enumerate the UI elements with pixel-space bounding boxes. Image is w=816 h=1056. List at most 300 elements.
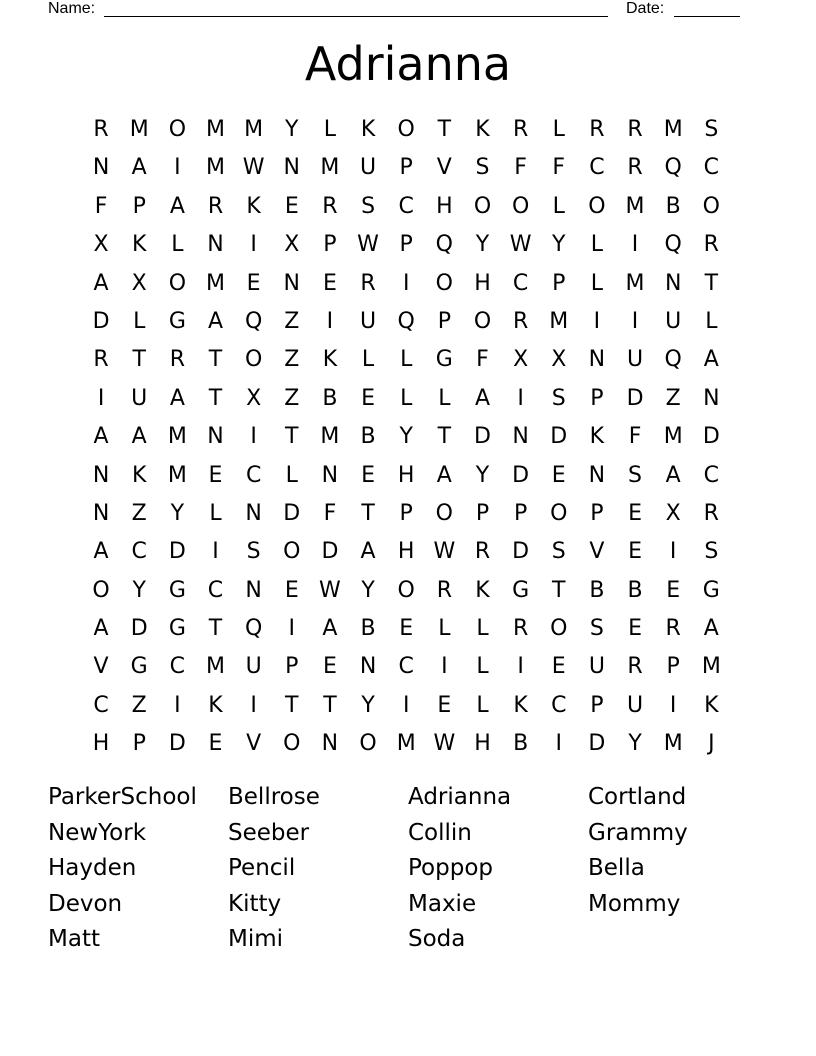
grid-letter: Q — [435, 232, 453, 258]
grid-letter: F — [552, 155, 566, 181]
grid-letter: I — [250, 232, 257, 258]
grid-letter: D — [283, 500, 301, 526]
grid-letter: E — [284, 193, 299, 219]
grid-letter: N — [588, 347, 606, 373]
grid-letter: M — [244, 117, 264, 142]
grid-letter: O — [283, 731, 301, 757]
grid-letter: L — [361, 347, 375, 373]
grid-letter: E — [361, 462, 375, 488]
grid-letter: L — [209, 500, 222, 526]
grid-letter: K — [246, 193, 261, 219]
grid-letter: O — [92, 577, 110, 603]
grid-letter: P — [475, 500, 490, 526]
grid-letter: S — [704, 117, 719, 142]
grid-letter: O — [473, 193, 492, 219]
grid-letter: R — [322, 193, 338, 219]
grid-letter: I — [250, 692, 257, 718]
grid-letter: G — [130, 654, 148, 680]
grid-letter: T — [132, 347, 146, 373]
grid-letter: S — [551, 539, 566, 565]
grid-letter: S — [628, 462, 643, 488]
grid-letter: C — [169, 654, 186, 680]
grid-letter: N — [92, 155, 110, 181]
grid-letter: I — [631, 232, 639, 258]
grid-letter: E — [322, 654, 337, 680]
grid-letter: U — [360, 155, 377, 181]
grid-letter: D — [168, 731, 186, 757]
grid-letter: G — [168, 308, 186, 334]
grid-letter: Z — [131, 500, 147, 526]
grid-letter: L — [590, 270, 604, 296]
grid-letter: I — [288, 616, 296, 642]
grid-letter: K — [704, 692, 719, 718]
grid-letter: N — [588, 462, 606, 488]
word-list-item: Seeber — [228, 819, 310, 846]
grid-letter: L — [590, 232, 604, 258]
grid-letter: Y — [399, 424, 413, 450]
grid-letter: Q — [664, 232, 682, 258]
grid-letter: X — [551, 347, 567, 373]
grid-letter: U — [626, 692, 644, 718]
grid-letter: M — [320, 155, 340, 181]
grid-letter: R — [93, 347, 109, 373]
grid-letter: S — [704, 539, 719, 565]
grid-letter: O — [550, 500, 568, 526]
grid-letter: K — [131, 462, 147, 488]
grid-letter: B — [665, 193, 681, 219]
grid-letter: G — [168, 616, 186, 642]
word-list-item: Bellrose — [228, 784, 320, 810]
grid-letter: A — [131, 155, 147, 181]
grid-letter: R — [93, 117, 109, 142]
grid-letter: N — [321, 731, 339, 757]
grid-letter: M — [701, 654, 721, 680]
grid-letter: W — [509, 232, 532, 258]
grid-letter: G — [168, 577, 186, 603]
grid-letter: T — [552, 577, 566, 603]
grid-letter: Y — [361, 692, 375, 718]
grid-letter: H — [474, 731, 491, 757]
grid-row — [82, 533, 730, 571]
grid-letter: P — [132, 731, 146, 757]
grid-row — [82, 303, 730, 341]
grid-letter: U — [588, 654, 605, 680]
word-list-item: Kitty — [228, 890, 282, 917]
grid-letter: Y — [475, 232, 490, 258]
grid-letter: B — [360, 424, 376, 450]
grid-letter: N — [207, 232, 224, 258]
grid-letter: O — [511, 193, 530, 219]
grid-letter: T — [285, 692, 299, 718]
word-list-item: Cortland — [588, 784, 687, 810]
grid-letter: I — [97, 385, 105, 411]
grid-row — [82, 687, 730, 725]
grid-letter: D — [168, 539, 186, 565]
grid-letter: N — [92, 500, 110, 526]
grid-letter: E — [551, 462, 566, 488]
grid-letter: K — [131, 232, 147, 258]
grid-letter: L — [552, 117, 565, 142]
grid-letter: M — [625, 193, 645, 219]
grid-letter: O — [435, 500, 453, 526]
grid-letter: A — [93, 270, 109, 296]
grid-letter: O — [397, 577, 415, 603]
letter-grid — [82, 111, 730, 764]
grid-letter: W — [433, 539, 456, 565]
grid-letter: I — [441, 654, 448, 680]
grid-letter: R — [627, 155, 643, 181]
grid-letter: R — [627, 117, 643, 142]
grid-letter: X — [93, 232, 109, 258]
grid-letter: S — [246, 539, 261, 565]
grid-letter: P — [399, 155, 413, 181]
grid-letter: J — [708, 731, 715, 757]
grid-letter: P — [590, 692, 604, 718]
grid-letter: L — [552, 193, 565, 219]
grid-letter: C — [703, 462, 719, 488]
grid-letter: U — [245, 654, 262, 680]
grid-letter: E — [628, 500, 642, 526]
word-list-item: Matt — [48, 926, 100, 952]
grid-letter: R — [512, 308, 529, 334]
grid-letter: V — [589, 539, 605, 565]
grid-letter: A — [207, 308, 224, 334]
grid-letter: W — [357, 232, 379, 258]
grid-row — [82, 265, 730, 303]
grid-letter: M — [129, 117, 149, 142]
grid-letter: I — [250, 424, 257, 450]
grid-letter: R — [474, 539, 491, 565]
word-list-item: Adrianna — [408, 784, 512, 810]
grid-letter: E — [208, 462, 223, 488]
grid-letter: O — [168, 117, 187, 142]
grid-letter: N — [703, 385, 720, 411]
grid-letter: M — [663, 731, 683, 757]
grid-letter: A — [322, 616, 338, 642]
grid-letter: L — [285, 462, 298, 488]
grid-letter: T — [208, 385, 223, 411]
grid-letter: L — [705, 308, 718, 334]
grid-letter: C — [245, 462, 262, 488]
grid-letter: G — [435, 347, 453, 373]
grid-letter: D — [512, 462, 530, 488]
grid-letter: X — [513, 347, 529, 373]
grid-letter: C — [512, 270, 529, 296]
grid-letter: Z — [131, 692, 147, 718]
name-blank-line — [104, 16, 608, 17]
grid-letter: Y — [628, 731, 642, 757]
grid-letter: T — [208, 347, 223, 373]
grid-letter: I — [631, 308, 639, 334]
grid-row — [82, 457, 730, 495]
grid-letter: R — [207, 193, 224, 219]
grid-letter: U — [131, 385, 148, 411]
grid-letter: A — [703, 616, 719, 642]
word-list-item: Pencil — [228, 855, 296, 881]
grid-letter: T — [437, 424, 452, 450]
grid-letter: D — [626, 385, 644, 411]
grid-letter: M — [206, 654, 225, 680]
grid-letter: E — [399, 616, 414, 642]
grid-letter: M — [663, 424, 683, 450]
grid-letter: C — [703, 155, 719, 181]
grid-letter: E — [666, 577, 681, 603]
grid-letter: I — [326, 308, 334, 334]
grid-letter: F — [476, 347, 489, 373]
grid-letter: D — [321, 539, 339, 565]
grid-letter: L — [476, 616, 489, 642]
grid-letter: I — [669, 539, 677, 565]
grid-letter: E — [361, 385, 375, 411]
grid-letter: M — [625, 270, 645, 296]
grid-letter: L — [400, 385, 413, 411]
grid-letter: P — [399, 232, 413, 258]
word-list-item: Grammy — [588, 819, 688, 846]
grid-letter: Y — [132, 577, 146, 603]
grid-letter: X — [665, 500, 681, 526]
grid-letter: L — [133, 308, 146, 334]
grid-letter: H — [436, 193, 453, 219]
grid-row — [82, 495, 730, 533]
word-list-item: ParkerSchool — [48, 784, 197, 810]
grid-letter: L — [476, 692, 489, 718]
word-list-item: Hayden — [48, 855, 137, 881]
grid-letter: L — [476, 654, 489, 680]
worksheet-header — [48, 0, 748, 22]
grid-letter: Y — [475, 462, 490, 488]
grid-letter: N — [512, 424, 529, 450]
grid-letter: D — [588, 731, 606, 757]
grid-letter: N — [321, 462, 339, 488]
grid-letter: U — [360, 308, 377, 334]
grid-letter: O — [550, 616, 568, 642]
word-list-item: Devon — [48, 890, 123, 917]
grid-letter: P — [323, 232, 337, 258]
grid-letter: A — [474, 385, 490, 411]
grid-row — [82, 725, 730, 763]
grid-letter: O — [244, 347, 263, 373]
grid-letter: D — [92, 308, 110, 334]
grid-letter: R — [703, 500, 719, 526]
grid-letter: Y — [285, 117, 299, 142]
grid-letter: F — [628, 424, 642, 450]
grid-letter: F — [514, 155, 527, 181]
grid-letter: I — [517, 654, 524, 680]
grid-letter: K — [322, 347, 338, 373]
grid-letter: P — [437, 308, 451, 334]
grid-letter: E — [551, 654, 566, 680]
grid-letter: X — [284, 232, 300, 258]
grid-letter: B — [513, 731, 529, 757]
grid-row — [82, 648, 730, 686]
grid-row — [82, 188, 730, 226]
grid-letter: H — [474, 270, 491, 296]
grid-letter: N — [245, 577, 262, 603]
grid-letter: P — [666, 654, 680, 680]
grid-letter: L — [438, 616, 451, 642]
grid-letter: A — [131, 424, 147, 450]
grid-letter: I — [593, 308, 601, 334]
grid-letter: M — [320, 424, 340, 450]
grid-letter: A — [665, 462, 681, 488]
grid-letter: A — [169, 385, 185, 411]
puzzle-title: Adrianna — [304, 37, 512, 91]
grid-letter: E — [628, 539, 642, 565]
grid-letter: C — [398, 654, 414, 680]
grid-letter: L — [323, 117, 337, 142]
grid-letter: Q — [664, 155, 682, 181]
grid-letter: F — [94, 193, 108, 219]
word-list-item: Collin — [408, 819, 472, 846]
grid-letter: A — [93, 616, 109, 642]
grid-letter: Q — [244, 308, 263, 334]
grid-letter: I — [517, 385, 524, 411]
grid-letter: D — [550, 424, 568, 450]
word-list-item: Bella — [588, 855, 645, 881]
grid-letter: W — [433, 731, 456, 757]
grid-letter: O — [435, 270, 453, 296]
grid-letter: P — [513, 500, 528, 526]
grid-letter: R — [512, 616, 529, 642]
word-list-item: Mimi — [228, 926, 284, 952]
grid-letter: M — [396, 731, 416, 757]
date-blank-line — [674, 16, 740, 17]
grid-letter: C — [207, 577, 224, 603]
grid-letter: V — [246, 731, 262, 757]
grid-row — [82, 341, 730, 379]
grid-letter: D — [702, 424, 720, 450]
grid-letter: E — [246, 270, 261, 296]
grid-letter: K — [513, 692, 528, 718]
grid-letter: M — [167, 424, 187, 450]
grid-letter: I — [402, 692, 410, 718]
grid-letter: C — [131, 539, 147, 565]
grid-letter: R — [360, 270, 376, 296]
grid-letter: X — [131, 270, 147, 296]
grid-letter: I — [174, 692, 181, 718]
grid-letter: R — [665, 616, 681, 642]
grid-letter: S — [361, 193, 376, 219]
grid-letter: A — [436, 462, 452, 488]
grid-letter: I — [669, 692, 677, 718]
grid-letter: U — [665, 308, 682, 334]
grid-letter: N — [207, 424, 224, 450]
grid-letter: I — [174, 155, 181, 181]
grid-letter: C — [589, 155, 605, 181]
grid-letter: B — [360, 616, 376, 642]
grid-row — [82, 111, 730, 149]
grid-letter: P — [552, 270, 566, 296]
grid-letter: N — [664, 270, 682, 296]
grid-letter: E — [437, 692, 452, 718]
grid-letter: B — [589, 577, 605, 603]
grid-letter: V — [436, 155, 452, 181]
grid-letter: M — [206, 270, 225, 296]
grid-letter: E — [284, 577, 299, 603]
grid-letter: D — [512, 539, 530, 565]
grid-letter: N — [283, 155, 300, 181]
grid-letter: P — [285, 654, 299, 680]
grid-row — [82, 380, 730, 418]
grid-row — [82, 418, 730, 456]
grid-letter: Z — [665, 385, 681, 411]
grid-letter: T — [361, 500, 375, 526]
grid-letter: N — [92, 462, 110, 488]
grid-letter: O — [702, 193, 720, 219]
grid-letter: M — [206, 117, 225, 142]
grid-letter: S — [475, 155, 490, 181]
grid-letter: R — [436, 577, 452, 603]
grid-letter: M — [663, 117, 683, 142]
word-list-item: Soda — [408, 926, 466, 952]
grid-letter: A — [360, 539, 376, 565]
grid-letter: F — [323, 500, 337, 526]
grid-letter: K — [360, 117, 376, 142]
word-list-item: Mommy — [588, 890, 681, 917]
grid-letter: U — [626, 347, 644, 373]
grid-letter: Z — [284, 308, 300, 334]
grid-letter: I — [555, 731, 562, 757]
grid-letter: R — [512, 117, 529, 142]
grid-letter: I — [402, 270, 410, 296]
grid-letter: Z — [284, 385, 300, 411]
grid-letter: P — [590, 385, 604, 411]
grid-letter: R — [589, 117, 605, 142]
grid-letter: C — [398, 193, 414, 219]
grid-letter: B — [322, 385, 338, 411]
grid-letter: K — [475, 117, 490, 142]
grid-letter: L — [171, 232, 184, 258]
grid-letter: H — [92, 731, 110, 757]
date-label: Date: — [626, 0, 665, 17]
word-list-item: NewYork — [48, 819, 147, 846]
grid-letter: P — [399, 500, 413, 526]
grid-letter: K — [589, 424, 605, 450]
grid-letter: X — [246, 385, 262, 411]
grid-letter: H — [397, 462, 415, 488]
grid-letter: Y — [361, 577, 375, 603]
grid-row — [82, 572, 730, 610]
grid-letter: O — [168, 270, 187, 296]
grid-letter: N — [359, 654, 377, 680]
grid-letter: D — [474, 424, 491, 450]
grid-letter: M — [206, 155, 225, 181]
grid-letter: R — [169, 347, 185, 373]
grid-letter: S — [551, 385, 566, 411]
grid-letter: T — [704, 270, 719, 296]
grid-letter: G — [702, 577, 720, 603]
grid-letter: O — [359, 731, 377, 757]
grid-letter: T — [437, 117, 452, 142]
grid-row — [82, 149, 730, 187]
grid-letter: L — [400, 347, 413, 373]
grid-letter: O — [588, 193, 606, 219]
grid-letter: R — [703, 232, 719, 258]
grid-letter: Y — [552, 232, 566, 258]
grid-letter: P — [132, 193, 146, 219]
grid-letter: B — [627, 577, 643, 603]
grid-letter: P — [590, 500, 604, 526]
grid-letter: A — [93, 539, 109, 565]
grid-letter: W — [319, 577, 341, 603]
grid-letter: O — [473, 308, 492, 334]
grid-letter: S — [589, 616, 604, 642]
grid-letter: E — [208, 731, 223, 757]
grid-letter: L — [438, 385, 451, 411]
grid-letter: A — [703, 347, 719, 373]
grid-letter: T — [323, 692, 337, 718]
grid-letter: Q — [664, 347, 682, 373]
